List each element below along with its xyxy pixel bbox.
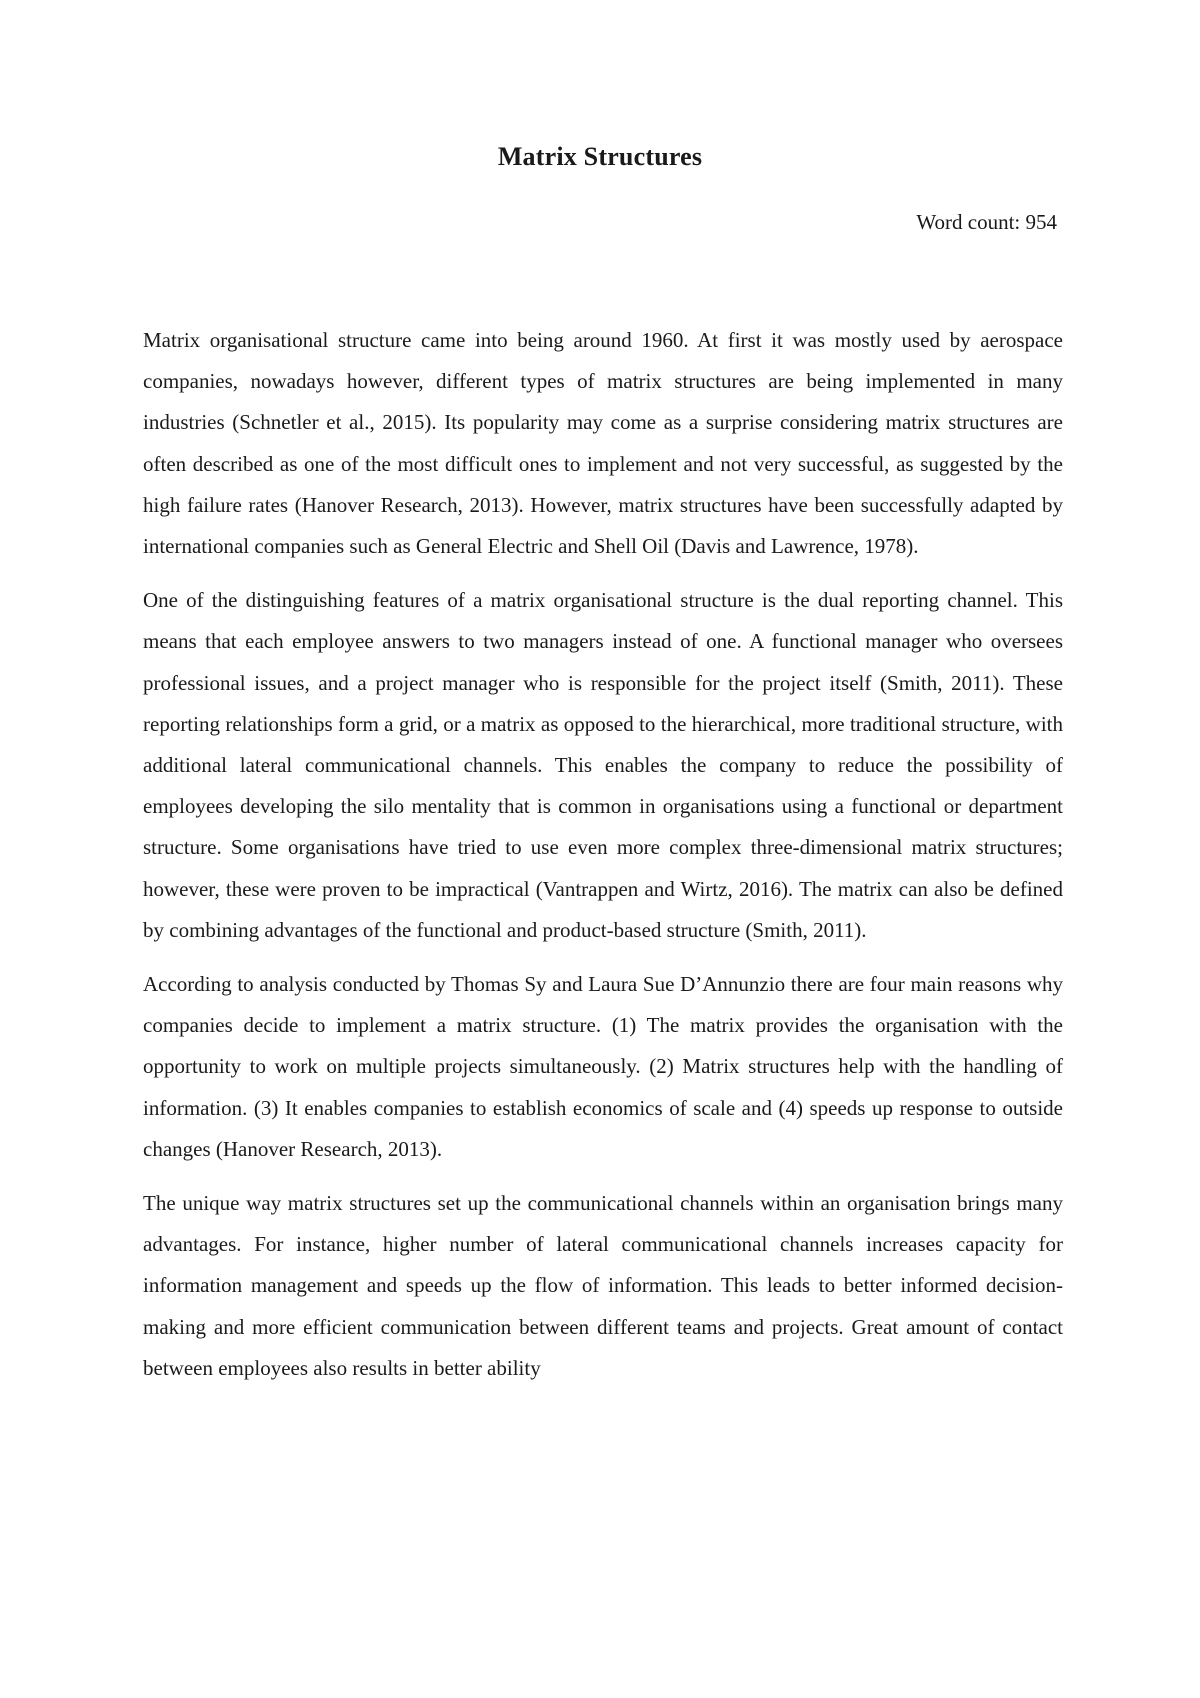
paragraph-4: The unique way matrix structures set up the communicational channels within an organisation brings many advantages. For instance, higher number of lateral communicational channels increases capacity for information management and speeds up the flow of information. This leads to better informed decision-making and more efficient communication between different teams and projects. Great amount of contact between employees also results in better ability bbox=[143, 1191, 1063, 1380]
document-body bbox=[143, 320, 1063, 1402]
paragraph-1: Matrix organisational structure came into being around 1960. At first it was mostly used by aerospace companies, nowadays however, different types of matrix structures are being implemented in many industries (Schnetler et al., 2015). Its popularity may come as a surprise considering matrix structures are often described as one of the most difficult ones to implement and not very successful, as suggested by the high failure rates (Hanover Research, 2013). However, matrix structures have been successfully adapted by international companies such as General Electric and Shell Oil (Davis and Lawrence, 1978). bbox=[143, 328, 1063, 559]
document-title: Matrix Structures bbox=[497, 142, 703, 171]
paragraph-3: According to analysis conducted by Thomas Sy and Laura Sue D’Annunzio there are four main reasons why companies decide to implement a matrix structure. (1) The matrix provides the organisation with the opportunity to work on multiple projects simultaneously. (2) Matrix structures help with the handling of information. (3) It enables companies to establish economics of scale and (4) speeds up response to outside changes (Hanover Research, 2013). bbox=[143, 972, 1063, 1161]
paragraph-2: One of the distinguishing features of a matrix organisational structure is the dual reporting channel. This means that each employee answers to two managers instead of one. A functional manager who oversees professional issues, and a project manager who is responsible for the project itself (Smith, 2011). These reporting relationships form a grid, or a matrix as opposed to the hierarchical, more traditional structure, with additional lateral communicational channels. This enables the company to reduce the possibility of employees developing the silo mentality that is common in organisations using a functional or department structure. Some organisations have tried to use even more complex three-dimensional matrix structures; however, these were proven to be impractical (Vantrappen and Wirtz, 2016). The matrix can also be defined by combining advantages of the functional and product-based structure (Smith, 2011). bbox=[143, 588, 1063, 942]
word-count: Word count: 954 bbox=[916, 210, 1057, 234]
